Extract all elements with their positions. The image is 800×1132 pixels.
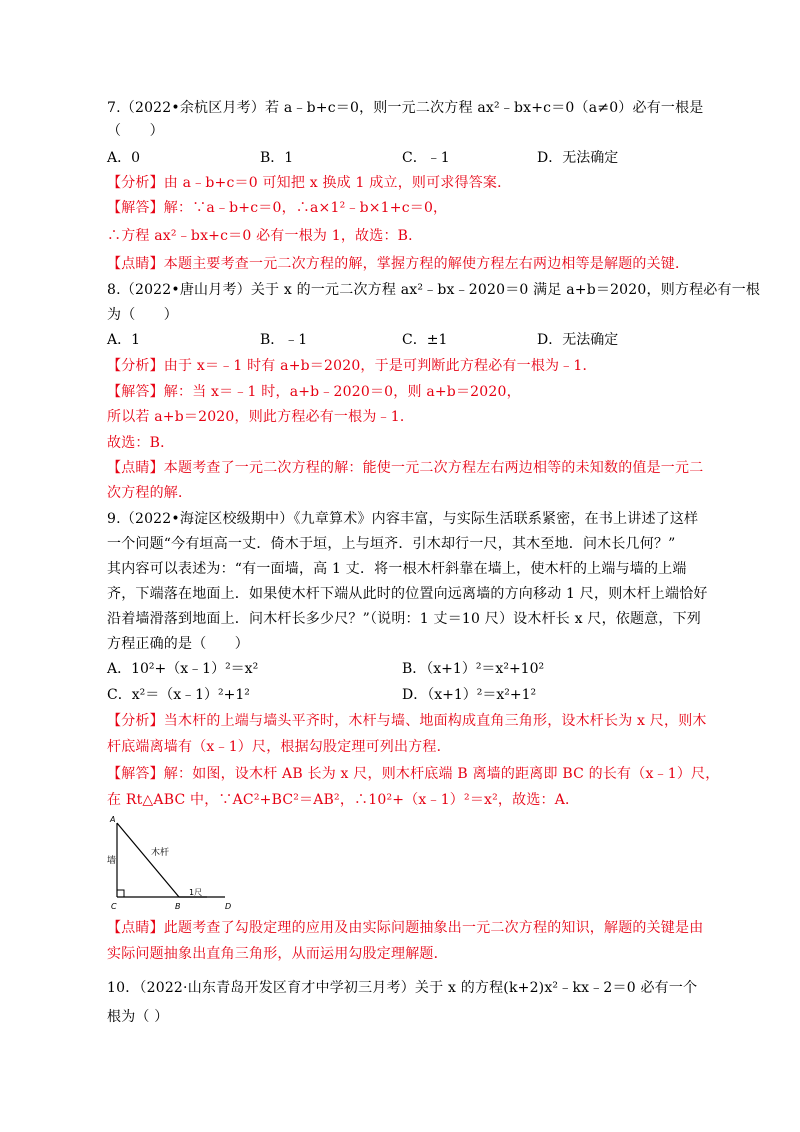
q9-stem-line4: 齐，下端落在地面上．如果使木杆下端从此时的位置向远离墙的方向移动 1 尺，则木杆上端恰好 (107, 586, 708, 602)
q9-option-b: B．（x+1）²＝x²+10² (402, 661, 545, 677)
q9-stem-line5: 沿着墙滑落到地面上．问木杆长多少尺？”（说明：1 丈＝10 尺）设木杆长 x 尺，依题意，下列 (107, 611, 701, 627)
q9-solution-line1: 【解答】解：如图，设木杆 AB 长为 x 尺，则木杆底端 B 离墙的距离即 BC 的长有（x﹣1）尺， (107, 766, 720, 782)
q9-stem-line3: 其内容可以表述为：“有一面墙，高 1 丈．将一根木杆斜靠在墙上，使木杆的上端与墙的上端 (107, 561, 687, 577)
q9-stem-line1: 9.（2022•海淀区校级期中）《九章算术》内容丰富，与实际生活联系紧密，在书上讲述了这样 (107, 511, 699, 527)
q8-analysis: 【分析】由于 x＝﹣1 时有 a+b＝2020，于是可判断此方程必有一根为﹣1． (107, 358, 597, 374)
q9-comment-line2: 实际问题抽象出直角三角形，从而运用勾股定理解题． (107, 946, 448, 962)
q9-analysis-line2: 杆底端离墙有（x﹣1）尺，根据勾股定理可列出方程． (107, 739, 451, 755)
q9-option-d: D．（x+1）²＝x²+1² (402, 687, 537, 703)
q8-option-b: B．﹣1 (260, 332, 308, 348)
q8-solution-line3: 故选：B． (107, 435, 175, 451)
q8-stem-line2: 为（ ） (107, 307, 178, 323)
q9-analysis-line1: 【分析】当木杆的上端与墙头平齐时，木杆与墙、地面构成直角三角形，设木杆长为 x 尺，则木 (107, 713, 707, 729)
q9-options-row2 (107, 685, 703, 705)
q7-solution-line1: 【解答】解：∵a﹣b+c＝0，∴a×1²﹣b×1+c＝0， (107, 200, 448, 216)
wall-label: 墙 (107, 856, 117, 866)
q7-stem-line2: （ ） (107, 123, 164, 139)
q7-option-a: A．0 (107, 150, 141, 166)
q7-option-c: C．﹣1 (402, 150, 450, 166)
q9-solution-line2: 在 Rt△ABC 中，∵AC²+BC²＝AB²，∴10²+（x﹣1）²＝x²，故选：A． (107, 792, 580, 808)
q7-option-d: D．无法确定 (537, 150, 619, 166)
q9-options-row1 (107, 659, 703, 679)
q7-comment: 【点睛】本题主要考查一元二次方程的解，掌握方程的解使方程左右两边相等是解题的关键． (107, 256, 690, 272)
q8-solution-line1: 【解答】解：当 x＝﹣1 时，a+b﹣2020＝0，则 a+b＝2020， (107, 384, 521, 400)
q8-comment-line2: 次方程的解． (107, 485, 193, 501)
q7-analysis: 【分析】由 a﹣b+c＝0 可知把 x 换成 1 成立，则可求得答案． (107, 175, 512, 191)
right-angle-mark (117, 890, 124, 897)
q9-option-c: C．x²＝（x﹣1）²+1² (107, 687, 250, 703)
q8-solution-line2: 所以若 a+b＝2020，则此方程必有一根为﹣1． (107, 409, 415, 425)
q7-options (107, 148, 703, 168)
q8-option-a: A．1 (107, 332, 141, 348)
point-b-label: B (175, 902, 181, 911)
q7-option-b: B．1 (260, 150, 294, 166)
q8-options (107, 330, 703, 350)
point-a-label: A (110, 815, 116, 824)
pythagoras-diagram (107, 813, 237, 913)
q8-option-d: D．无法确定 (537, 332, 619, 348)
q7-stem-line1: 7.（2022•余杭区月考）若 a﹣b+c＝0，则一元二次方程 ax²﹣bx+c＝0（a≠0）必有一根是 (107, 100, 704, 116)
point-c-label: C (111, 902, 117, 911)
q7-solution-line2: ∴方程 ax²﹣bx+c＝0 必有一根为 1，故选：B． (107, 228, 423, 244)
q8-comment-line1: 【点睛】本题考查了一元二次方程的解：能使一元二次方程左右两边相等的未知数的值是一元二 (107, 460, 704, 476)
pole-label: 木杆 (151, 848, 170, 858)
q9-stem-line2: 一个问题“今有垣高一丈．倚木于垣，上与垣齐．引木却行一尺，其木至地．问木长几何？” (107, 536, 676, 552)
q8-stem-line1: 8.（2022•唐山月考）关于 x 的一元二次方程 ax²﹣bx﹣2020＝0 满足 a+b＝2020，则方程必有一根 (107, 282, 761, 298)
q10-stem-line2: 根为（ ） (107, 1009, 169, 1025)
q10-stem-line1: 10．（2022·山东青岛开发区育才中学初三月考）关于 x 的方程(k+2)x²﹣kx﹣2＝0 必有一个 (107, 980, 698, 996)
q9-option-a: A．10²+（x﹣1）²＝x² (107, 661, 259, 677)
point-d-label: D (225, 902, 232, 911)
pole-line (117, 823, 179, 897)
step-label: 1尺 (189, 888, 203, 897)
q8-option-c: C．±1 (402, 332, 448, 348)
q9-stem-line6: 方程正确的是（ ） (107, 636, 249, 652)
q9-comment-line1: 【点睛】此题考查了勾股定理的应用及由实际问题抽象出一元二次方程的知识，解题的关键是由 (107, 920, 704, 936)
